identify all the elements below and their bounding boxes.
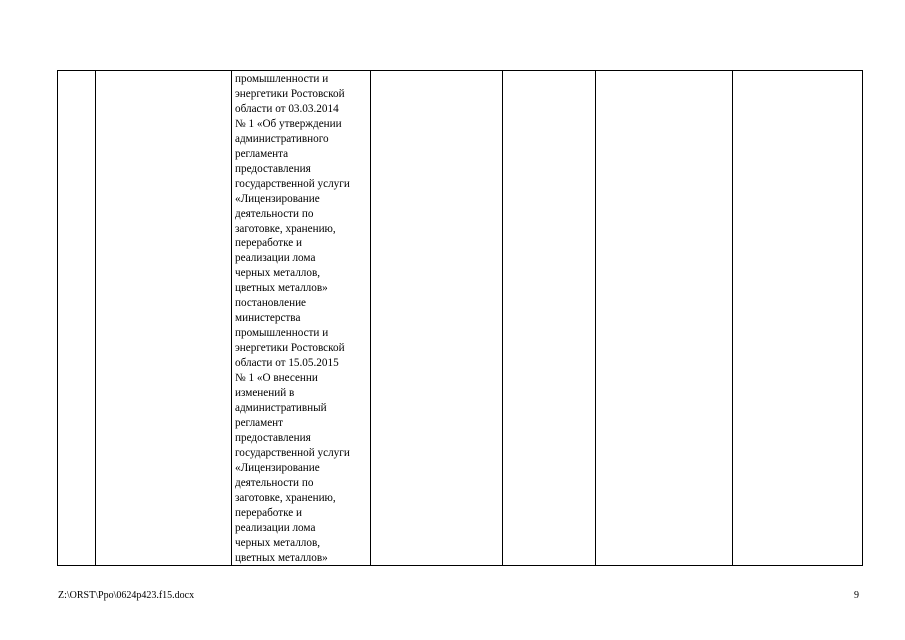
document-table (57, 70, 863, 566)
table-cell-3 (232, 71, 371, 566)
cell-text (58, 71, 95, 72)
table-cell-5 (503, 71, 596, 566)
table-cell-6 (596, 71, 733, 566)
cell-text (371, 71, 502, 72)
cell-text (596, 71, 732, 72)
table-cell-7 (733, 71, 863, 566)
table-row (58, 71, 863, 566)
cell-text (733, 71, 862, 72)
footer-page-number: 9 (854, 590, 859, 601)
table-cell-4 (371, 71, 503, 566)
table-cell-2 (96, 71, 232, 566)
table-cell-1 (58, 71, 96, 566)
regulation-text: промышленности и энергетики Ростовской области от 03.03.2014 № 1 «Об утверждении административного регламента предоставления государственной услуги «Лицензирование деятельности по заготовке, хранению, переработке и реализации лома черных металлов, цветных металлов» постановление министерства промышленности и энергетики Ростовской области от 15.05.2015 № 1 «О внесенни изменений в административный регламент предоставления государственной услуги «Лицензирование деятельности по заготовке, хранению, переработке и реализации лома черных металлов, цветных металлов» (235, 73, 350, 564)
footer-file-path: Z:\ORST\Ppo\0624p423.f15.docx (58, 590, 195, 601)
cell-text (503, 71, 595, 72)
cell-text (96, 71, 231, 72)
